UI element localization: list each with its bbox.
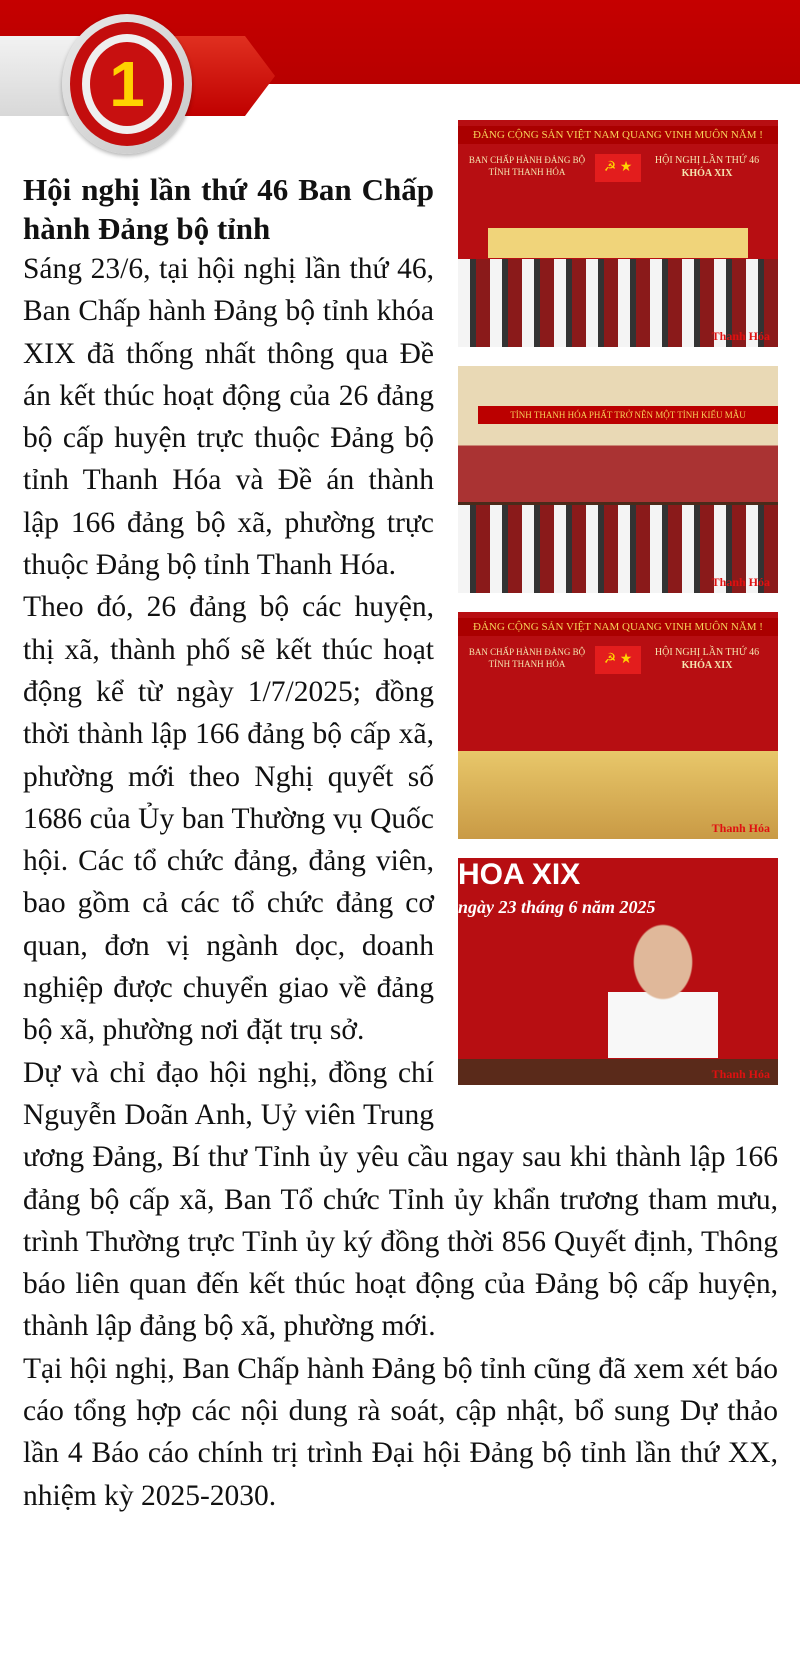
photo-watermark: Thanh Hóa: [711, 575, 770, 589]
photo-sign-left: BAN CHẤP HÀNH ĐẢNG BỘ TỈNH THANH HÓA: [468, 647, 586, 669]
photo-sign-right: [646, 154, 768, 180]
photo-slogan: TỈNH THANH HÓA PHẤT TRỞ NÊN MỘT TỈNH KIỂU MẪU: [478, 406, 778, 424]
article-paragraph: Theo đó, 26 đảng bộ các huyện, thị xã, thành phố sẽ kết thúc hoạt động kể từ ngày 1/7/2025; đồng thời thành lập 166 đảng bộ cấp xã, phường mới theo Nghị quyết số 1686 của Ủy ban Thường vụ Quốc hội. Các tổ chức đảng, đảng viên, bao gồm cả các tổ chức đảng cơ quan, đơn vị ngành dọc, doanh nghiệp được chuyển giao về đảng bộ xã, phường nơi đặt trụ sở.: [23, 591, 434, 1047]
photo-banner: ĐẢNG CỘNG SẢN VIỆT NAM QUANG VINH MUÔN NĂM !: [458, 126, 778, 144]
photo-sign-left: BAN CHẤP HÀNH ĐẢNG BỘ TỈNH THANH HÓA: [468, 155, 586, 177]
article-title: Hội nghị lần thứ 46 Ban Chấp hành Đảng bộ tỉnh: [23, 172, 434, 246]
photo-sign-title: HỘI NGHỊ LẦN THỨ 46: [654, 155, 760, 166]
photo-person: [608, 922, 718, 1058]
photo-watermark: Thanh Hóa: [711, 1067, 770, 1081]
article: [23, 129, 778, 1517]
article-paragraph: Dự và chỉ đạo hội nghị, đồng chí Nguyễn Doãn Anh, Uỷ viên Trung ương Đảng, Bí thư Tỉnh ủy yêu cầu ngay sau khi thành lập 166 đảng bộ cấp xã, Ban Tổ chức Tỉnh ủy khẩn trương tham mưu, trình Thường trực Tỉnh ủy ký đồng thời 856 Quyết định, Thông báo liên quan đến kết thúc hoạt động của Đảng bộ cấp huyện, thành lập đảng bộ xã, phường mới.: [23, 1056, 778, 1343]
photo-presidium: [458, 612, 778, 839]
photo-sign-sub: KHÓA XIX: [681, 168, 733, 179]
photo-sign-title: HỘI NGHỊ LẦN THỨ 46: [654, 647, 760, 658]
photo-sign-sub: KHÓA XIX: [681, 660, 733, 671]
article-paragraph: Sáng 23/6, tại hội nghị lần thứ 46, Ban Chấp hành Đảng bộ tỉnh khóa XIX đã thống nhất thông qua Đề án kết thúc hoạt động của 26 đảng bộ cấp huyện trực thuộc Đảng bộ tỉnh Thanh Hóa và Đề án thành lập 166 đảng bộ xã, phường trực thuộc Đảng bộ tỉnh Thanh Hóa.: [23, 253, 434, 582]
flag-icon: ☭ ★: [595, 646, 641, 674]
photo-watermark: Thanh Hóa: [711, 821, 770, 835]
section-number-badge: 1: [90, 42, 164, 126]
photo-table: [488, 228, 748, 258]
flag-icon: ☭ ★: [595, 154, 641, 182]
photo-conference-hall: [458, 366, 778, 593]
photo-sign-right: [646, 646, 768, 672]
photo-banner: ĐẢNG CỘNG SẢN VIỆT NAM QUANG VINH MUÔN NĂM !: [458, 618, 778, 636]
photo-speaker: [458, 858, 778, 1085]
photo-conference-stage: [458, 120, 778, 347]
photo-date: ngày 23 tháng 6 năm 2025: [458, 897, 656, 917]
photo-backdrop-text: HOA XIX: [458, 858, 581, 891]
photo-column: [458, 120, 778, 1104]
article-paragraph: Tại hội nghị, Ban Chấp hành Đảng bộ tỉnh cũng đã xem xét báo cáo tổng hợp các nội dung rà soát, cập nhật, bổ sung Dự thảo lần 4 Báo cáo chính trị trình Đại hội Đảng bộ tỉnh lần thứ XX, nhiệm kỳ 2025-2030.: [23, 1352, 778, 1512]
photo-watermark: Thanh Hóa: [711, 329, 770, 343]
